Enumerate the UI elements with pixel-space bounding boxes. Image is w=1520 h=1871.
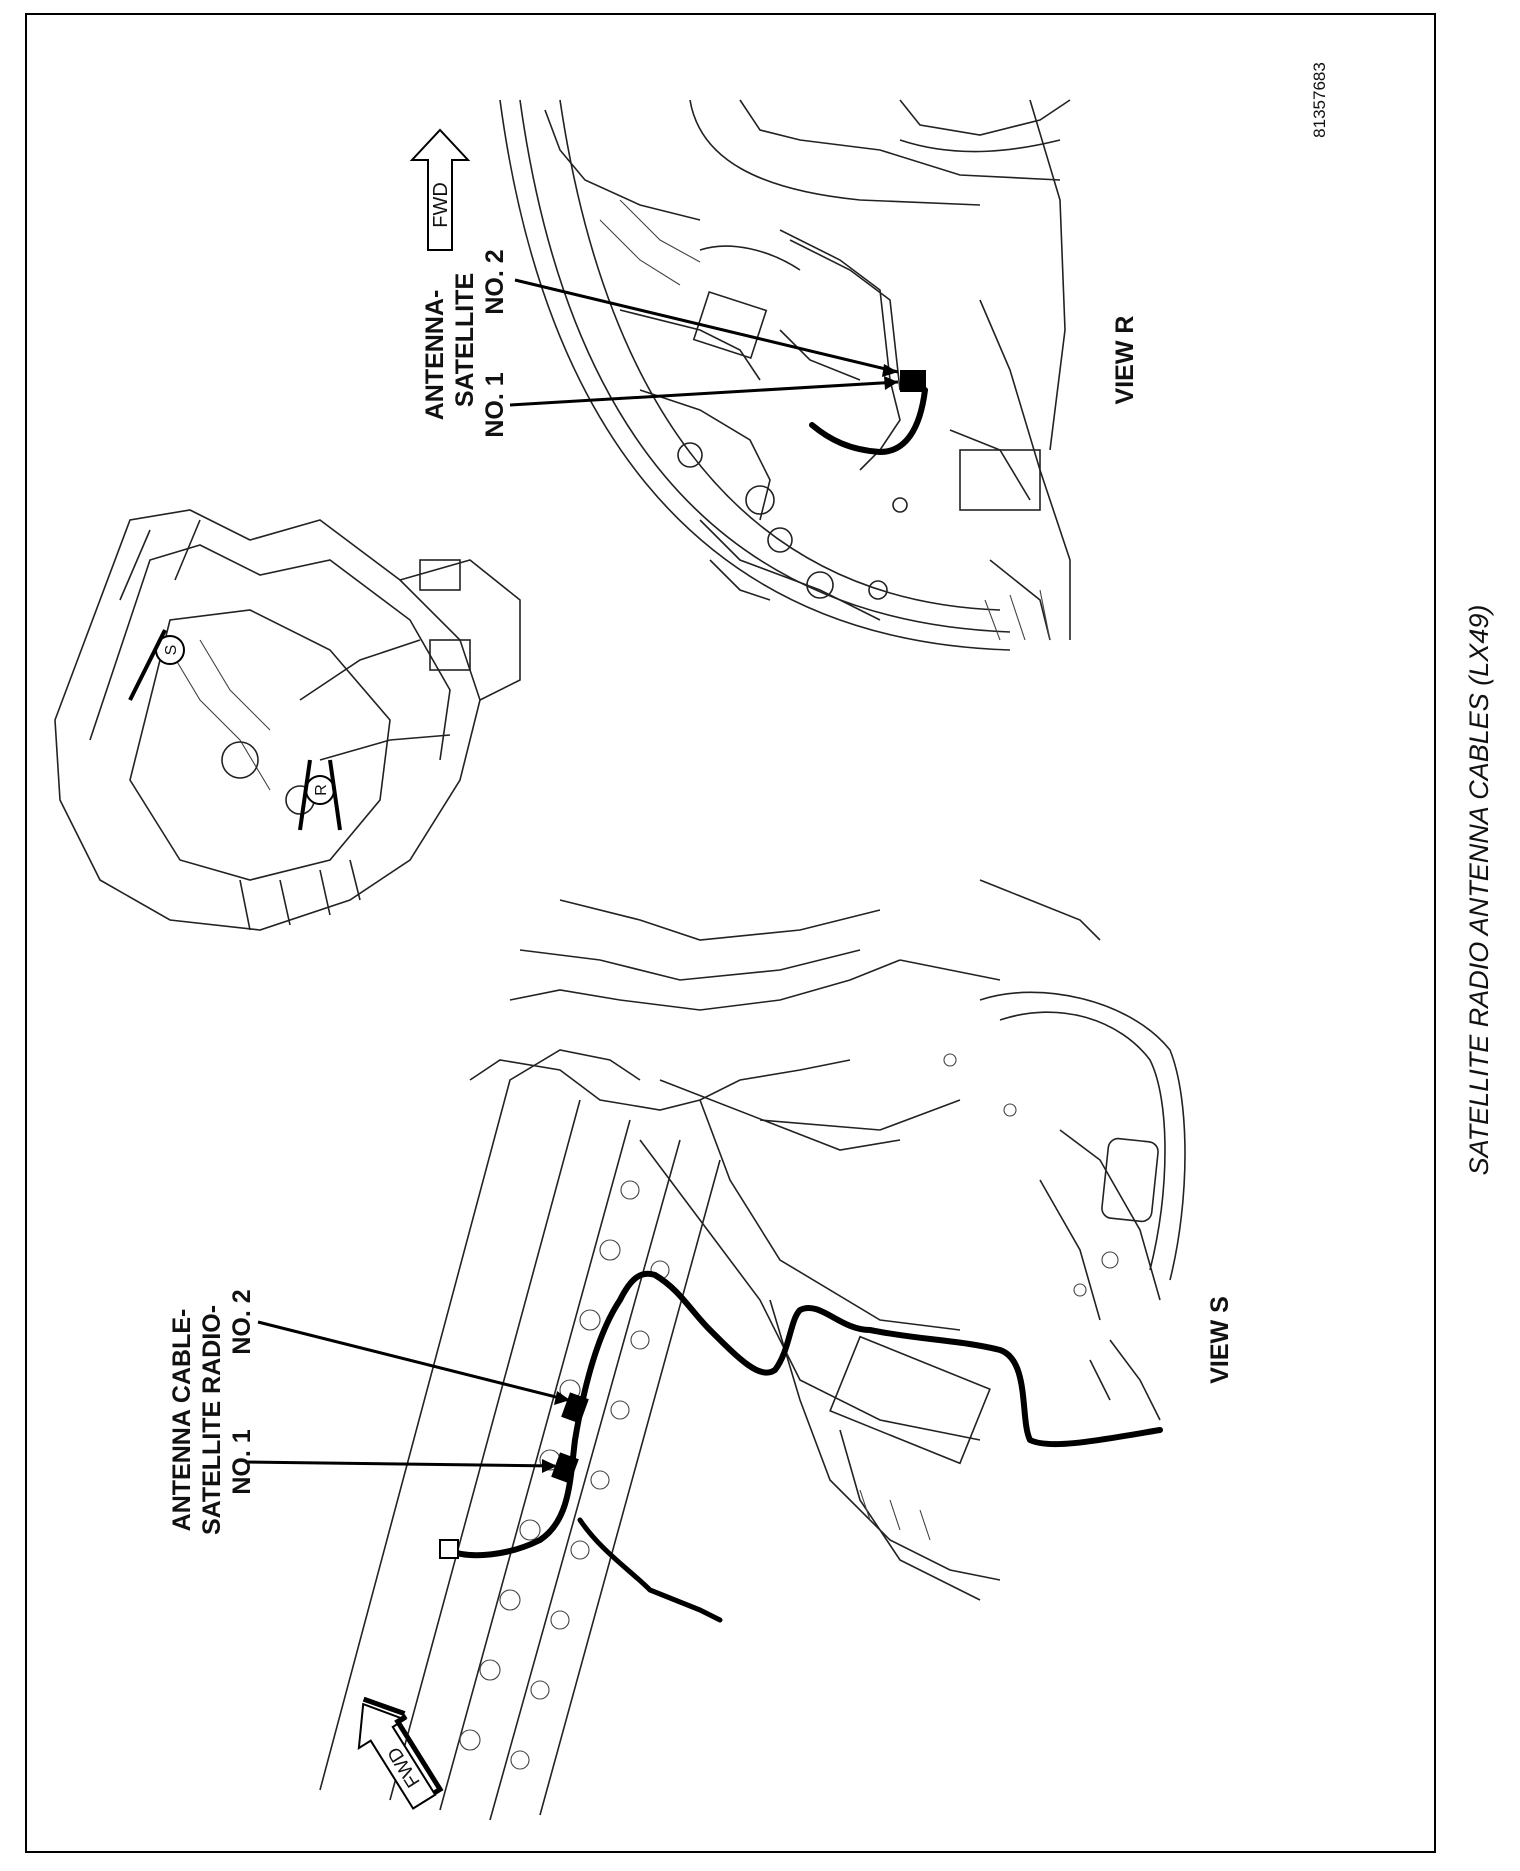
- view-r-label-line2: SATELLITE: [451, 272, 479, 408]
- figure-number: 81357683: [1310, 62, 1329, 138]
- overview-callout-r: R: [313, 784, 330, 796]
- overview-illustration: [55, 510, 520, 930]
- view-r-antenna-cable: [812, 390, 925, 452]
- overview-callout-s: S: [163, 644, 180, 656]
- view-s-label-line2: SATELLITE RADIO-: [198, 1304, 226, 1536]
- view-s-label-line1: ANTENNA CABLE-: [168, 1308, 196, 1532]
- view-r-arrowhead-no1: [884, 376, 898, 390]
- view-s-leader-no2: [258, 1322, 568, 1400]
- view-s-illustration: [320, 880, 1185, 1820]
- page-border: [26, 14, 1435, 1852]
- view-r-title: VIEW R: [1111, 315, 1139, 405]
- view-r-label-no2: NO. 2: [481, 249, 509, 315]
- view-s-label-no1: NO. 1: [228, 1429, 256, 1495]
- view-s-connector-tail: [440, 1540, 458, 1558]
- view-r-label-line1: ANTENNA-: [421, 289, 449, 421]
- view-s-antenna-cable: [448, 1274, 1160, 1555]
- view-r-illustration: [500, 100, 1070, 650]
- view-r-connector: [900, 370, 926, 392]
- view-r-leader-no2: [515, 280, 898, 372]
- view-r-leader-no1: [510, 382, 898, 405]
- view-s-label-no2: NO. 2: [228, 1289, 256, 1355]
- figure-caption: SATELLITE RADIO ANTENNA CABLES (LX49): [1464, 604, 1494, 1176]
- view-r-fwd-arrow: [412, 130, 468, 250]
- overview-callout-s-arrow: [130, 630, 165, 700]
- view-s-fwd-label: FWD: [383, 1743, 425, 1791]
- view-s-title: VIEW S: [1206, 1296, 1234, 1384]
- view-s-fwd-arrow: [338, 1685, 449, 1816]
- view-s-leader-no1: [245, 1462, 555, 1466]
- view-r-fwd-label: FWD: [430, 182, 452, 228]
- view-r-label-no1: NO. 1: [481, 372, 509, 438]
- view-s-cable-tail: [580, 1520, 720, 1620]
